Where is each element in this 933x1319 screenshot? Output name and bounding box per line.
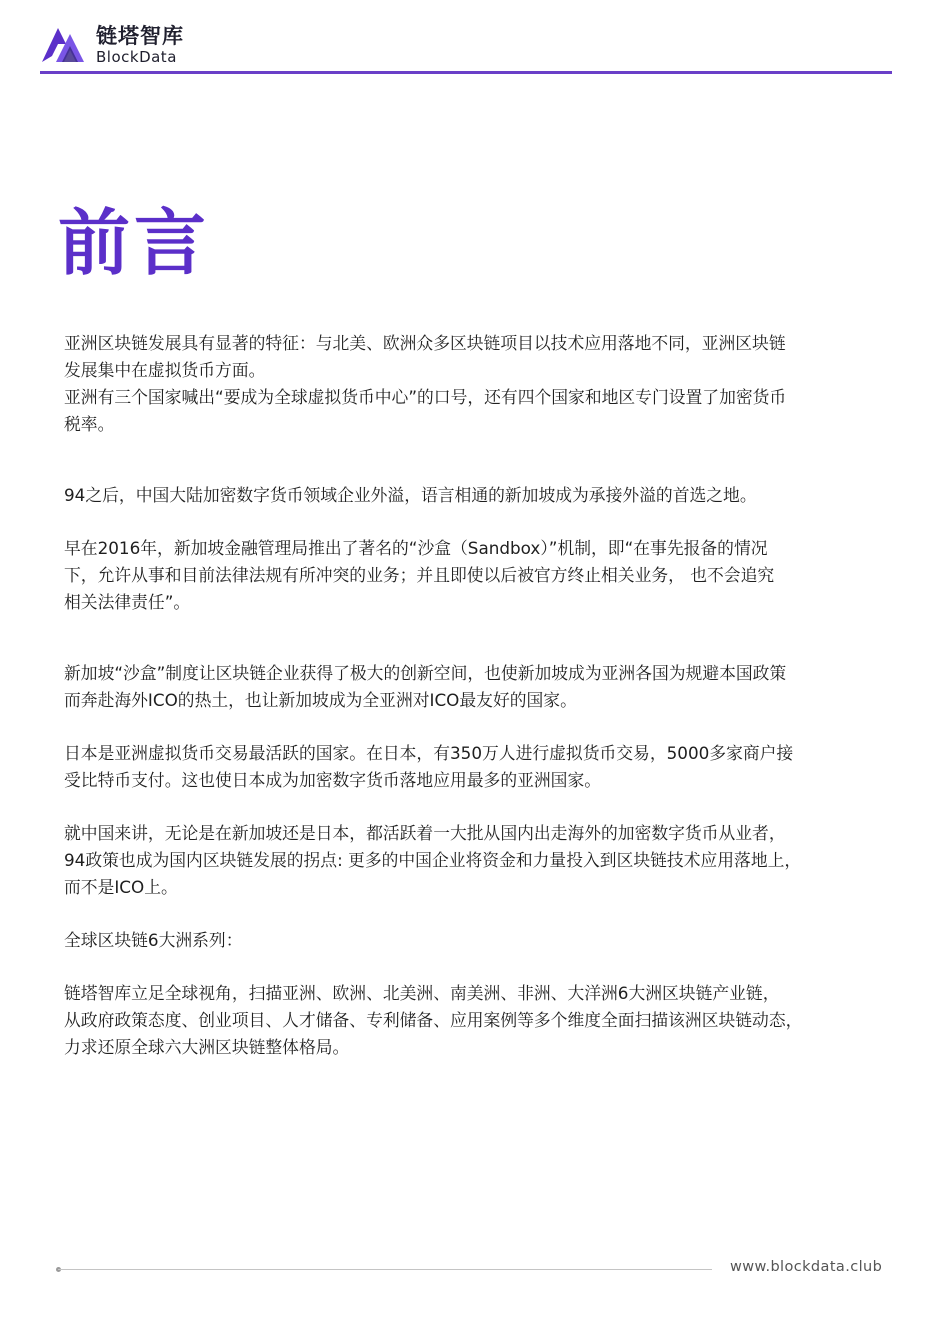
text-line: 日本是亚洲虚拟货币交易最活跃的国家。在日本，有350万人进行虚拟货币交易，5000多家商户接 xyxy=(64,743,794,763)
text-line: 从政府政策态度、创业项目、人才储备、专利储备、应用案例等多个维度全面扫描该洲区块链动态， xyxy=(64,1010,803,1030)
text-line: 94之后，中国大陆加密数字货币领域企业外溢，语言相通的新加坡成为承接外溢的首选之地。 xyxy=(64,485,757,505)
paragraph xyxy=(64,330,872,384)
text-line: 而不是ICO上。 xyxy=(64,877,178,897)
paragraph xyxy=(64,820,872,901)
text-line: 就中国来讲，无论是在新加坡还是日本，都活跃着一大批从国内出走海外的加密数字货币从业者， xyxy=(64,823,786,843)
text-line: 受比特币支付。这也使日本成为加密数字货币落地应用最多的亚洲国家。 xyxy=(64,770,602,790)
text-line: 而奔赴海外ICO的热土，也让新加坡成为全亚洲对ICO最友好的国家。 xyxy=(64,690,577,710)
text-line: 新加坡“沙盒”制度让区块链企业获得了极大的创新空间，也使新加坡成为亚洲各国为规避本国政策 xyxy=(64,663,787,683)
header-divider xyxy=(40,71,892,74)
text-line: 税率。 xyxy=(64,414,115,434)
text-line: 亚洲区块链发展具有显著的特征：与北美、欧洲众多区块链项目以技术应用落地不同，亚洲区块链 xyxy=(64,333,786,353)
paragraph xyxy=(64,980,872,1061)
paragraph xyxy=(64,482,872,509)
text-line: 下，允许从事和目前法律法规有所冲突的业务；并且即使以后被官方终止相关业务， 也不会追究 xyxy=(64,565,775,585)
text-line: 发展集中在虚拟货币方面。 xyxy=(64,360,266,380)
brand-name-cn: 链塔智库 xyxy=(96,24,184,48)
paragraph xyxy=(64,384,872,438)
blockdata-logo-icon xyxy=(40,24,90,64)
text-line: 全球区块链6大洲系列： xyxy=(64,930,243,950)
paragraph xyxy=(64,740,872,794)
text-line: 94政策也成为国内区块链发展的拐点: 更多的中国企业将资金和力量投入到区块链技术应用落地上， xyxy=(64,850,802,870)
paragraph xyxy=(64,535,872,616)
page-header xyxy=(40,22,892,74)
footer-website-link[interactable]: www.blockdata.club xyxy=(730,1259,883,1275)
text-line: 链塔智库立足全球视角，扫描亚洲、欧洲、北美洲、南美洲、非洲、大洋洲6大洲区块链产业链， xyxy=(64,983,780,1003)
paragraph xyxy=(64,660,872,714)
text-line: 相关法律责任”。 xyxy=(64,592,191,612)
text-line: 亚洲有三个国家喊出“要成为全球虚拟货币中心”的口号，还有四个国家和地区专门设置了加密货币 xyxy=(64,387,787,407)
paragraph xyxy=(64,927,872,954)
text-line: 早在2016年，新加坡金融管理局推出了著名的“沙盒（Sandbox）”机制，即“在事先报备的情况 xyxy=(64,538,768,558)
footer-divider xyxy=(58,1269,712,1270)
text-line: 力求还原全球六大洲区块链整体格局。 xyxy=(64,1037,350,1057)
page-title: 前言 xyxy=(58,201,211,285)
body-text xyxy=(64,330,872,1061)
brand-name-en: BlockData xyxy=(96,48,177,66)
